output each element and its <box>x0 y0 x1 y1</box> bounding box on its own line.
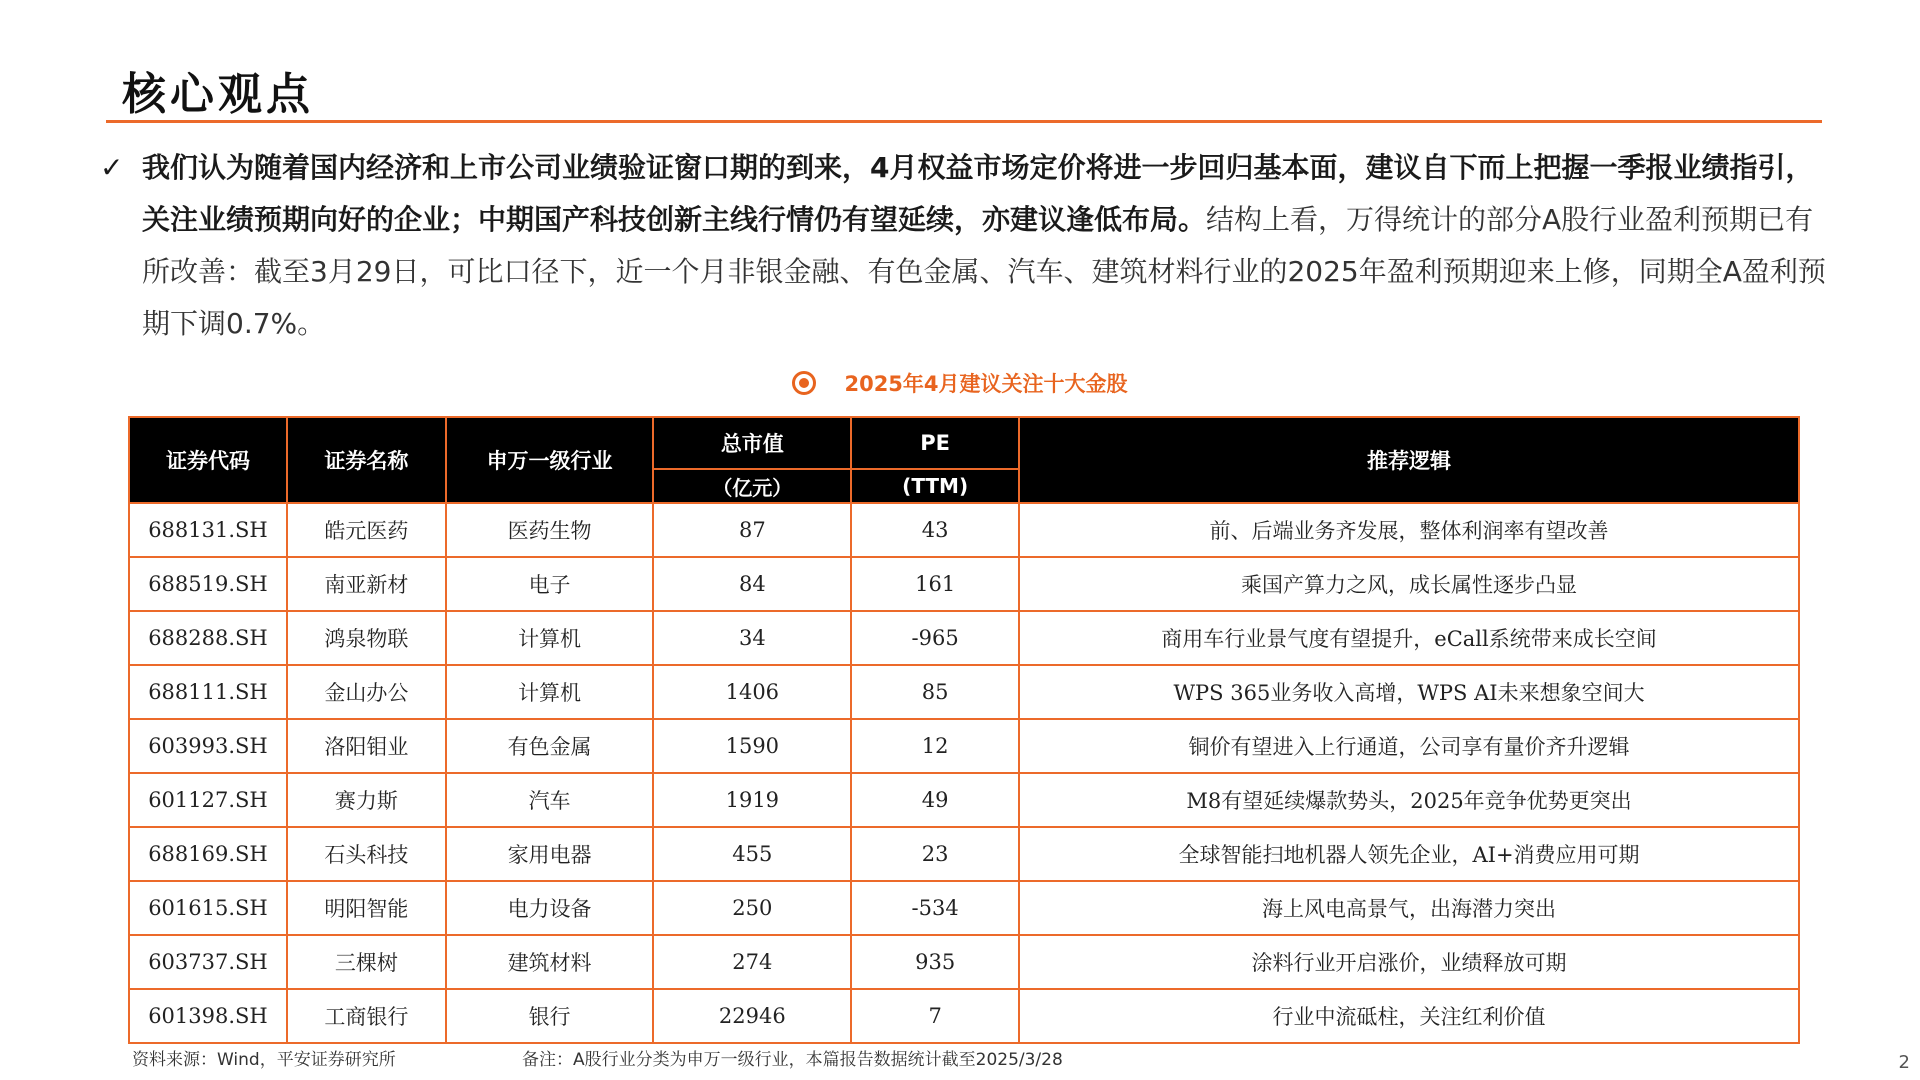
cell-name: 洛阳钼业 <box>287 719 446 773</box>
cell-industry: 医药生物 <box>446 503 654 557</box>
header-code: 证券代码 <box>129 417 287 503</box>
cell-code: 688131.SH <box>129 503 287 557</box>
cell-pe: 43 <box>851 503 1019 557</box>
cell-pe: 935 <box>851 935 1019 989</box>
cell-logic: WPS 365业务收入高增，WPS AI未来想象空间大 <box>1019 665 1799 719</box>
cell-pe: 7 <box>851 989 1019 1043</box>
cell-mktcap: 250 <box>653 881 851 935</box>
cell-industry: 银行 <box>446 989 654 1043</box>
cell-name: 石头科技 <box>287 827 446 881</box>
cell-name: 工商银行 <box>287 989 446 1043</box>
summary-paragraph <box>100 142 1830 350</box>
cell-logic: 商用车行业景气度有望提升，eCall系统带来成长空间 <box>1019 611 1799 665</box>
cell-logic: M8有望延续爆款势头，2025年竞争优势更突出 <box>1019 773 1799 827</box>
table-row <box>129 557 1799 611</box>
cell-industry: 有色金属 <box>446 719 654 773</box>
cell-mktcap: 455 <box>653 827 851 881</box>
cell-name: 皓元医药 <box>287 503 446 557</box>
title-divider <box>106 120 1822 123</box>
cell-mktcap: 1919 <box>653 773 851 827</box>
cell-name: 三棵树 <box>287 935 446 989</box>
cell-pe: -965 <box>851 611 1019 665</box>
header-name: 证券名称 <box>287 417 446 503</box>
cell-industry: 计算机 <box>446 665 654 719</box>
header-pe: PE <box>851 417 1019 469</box>
table-row <box>129 881 1799 935</box>
cell-pe: 85 <box>851 665 1019 719</box>
header-pe-unit: (TTM) <box>851 469 1019 503</box>
cell-code: 601615.SH <box>129 881 287 935</box>
cell-logic: 铜价有望进入上行通道，公司享有量价齐升逻辑 <box>1019 719 1799 773</box>
cell-name: 南亚新材 <box>287 557 446 611</box>
table-row <box>129 989 1799 1043</box>
table-caption-text: 2025年4月建议关注十大金股 <box>844 372 1128 396</box>
cell-name: 赛力斯 <box>287 773 446 827</box>
summary-bold-text: 我们认为随着国内经济和上市公司业绩验证窗口期的到来，4月权益市场定价将进一步回归基本面，建议自下而上把握一季报业绩指引，关注业绩预期向好的企业；中期国产科技创新主线行情仍有望延续，亦建议逢低布局。 <box>142 151 1814 236</box>
stock-picks-table <box>128 416 1800 1044</box>
cell-industry: 汽车 <box>446 773 654 827</box>
summary-normal-text: 结构上看，万得统计的部分A股行业盈利预期已有所改善：截至3月29日，可比口径下，近一个月非银金融、有色金属、汽车、建筑材料行业的2025年盈利预期迎来上修，同期全A盈利预期下调0.7%。 <box>142 203 1826 340</box>
cell-pe: -534 <box>851 881 1019 935</box>
table-row <box>129 719 1799 773</box>
cell-code: 688519.SH <box>129 557 287 611</box>
cell-industry: 电力设备 <box>446 881 654 935</box>
cell-code: 688288.SH <box>129 611 287 665</box>
cell-code: 601398.SH <box>129 989 287 1043</box>
cell-pe: 161 <box>851 557 1019 611</box>
table-row <box>129 773 1799 827</box>
cell-mktcap: 87 <box>653 503 851 557</box>
header-mktcap: 总市值 <box>653 417 851 469</box>
table-row <box>129 827 1799 881</box>
table-row <box>129 665 1799 719</box>
footer-note: 备注：A股行业分类为申万一级行业，本篇报告数据统计截至2025/3/28 <box>522 1050 1063 1070</box>
cell-logic: 海上风电高景气，出海潜力突出 <box>1019 881 1799 935</box>
cell-code: 603993.SH <box>129 719 287 773</box>
cell-industry: 计算机 <box>446 611 654 665</box>
check-icon: ✓ <box>100 151 124 184</box>
footer-source: 资料来源：Wind，平安证券研究所 <box>132 1050 396 1070</box>
cell-code: 603737.SH <box>129 935 287 989</box>
cell-name: 明阳智能 <box>287 881 446 935</box>
cell-name: 鸿泉物联 <box>287 611 446 665</box>
target-icon <box>792 371 816 395</box>
header-mktcap-unit: （亿元） <box>653 469 851 503</box>
table-caption <box>0 368 1920 398</box>
cell-name: 金山办公 <box>287 665 446 719</box>
page-number: 2 <box>1898 1052 1910 1073</box>
header-industry: 申万一级行业 <box>446 417 654 503</box>
cell-mktcap: 22946 <box>653 989 851 1043</box>
header-logic: 推荐逻辑 <box>1019 417 1799 503</box>
cell-mktcap: 34 <box>653 611 851 665</box>
cell-pe: 49 <box>851 773 1019 827</box>
cell-logic: 前、后端业务齐发展，整体利润率有望改善 <box>1019 503 1799 557</box>
cell-industry: 家用电器 <box>446 827 654 881</box>
cell-code: 688169.SH <box>129 827 287 881</box>
cell-code: 688111.SH <box>129 665 287 719</box>
cell-mktcap: 1590 <box>653 719 851 773</box>
table-row <box>129 611 1799 665</box>
cell-logic: 全球智能扫地机器人领先企业，AI+消费应用可期 <box>1019 827 1799 881</box>
cell-logic: 乘国产算力之风，成长属性逐步凸显 <box>1019 557 1799 611</box>
page-title: 核心观点 <box>122 69 314 120</box>
cell-logic: 行业中流砥柱，关注红利价值 <box>1019 989 1799 1043</box>
cell-code: 601127.SH <box>129 773 287 827</box>
cell-industry: 电子 <box>446 557 654 611</box>
cell-mktcap: 274 <box>653 935 851 989</box>
cell-pe: 23 <box>851 827 1019 881</box>
cell-mktcap: 1406 <box>653 665 851 719</box>
cell-logic: 涂料行业开启涨价，业绩释放可期 <box>1019 935 1799 989</box>
cell-pe: 12 <box>851 719 1019 773</box>
cell-mktcap: 84 <box>653 557 851 611</box>
table-row <box>129 935 1799 989</box>
table-body <box>129 503 1799 1043</box>
table-row <box>129 503 1799 557</box>
cell-industry: 建筑材料 <box>446 935 654 989</box>
